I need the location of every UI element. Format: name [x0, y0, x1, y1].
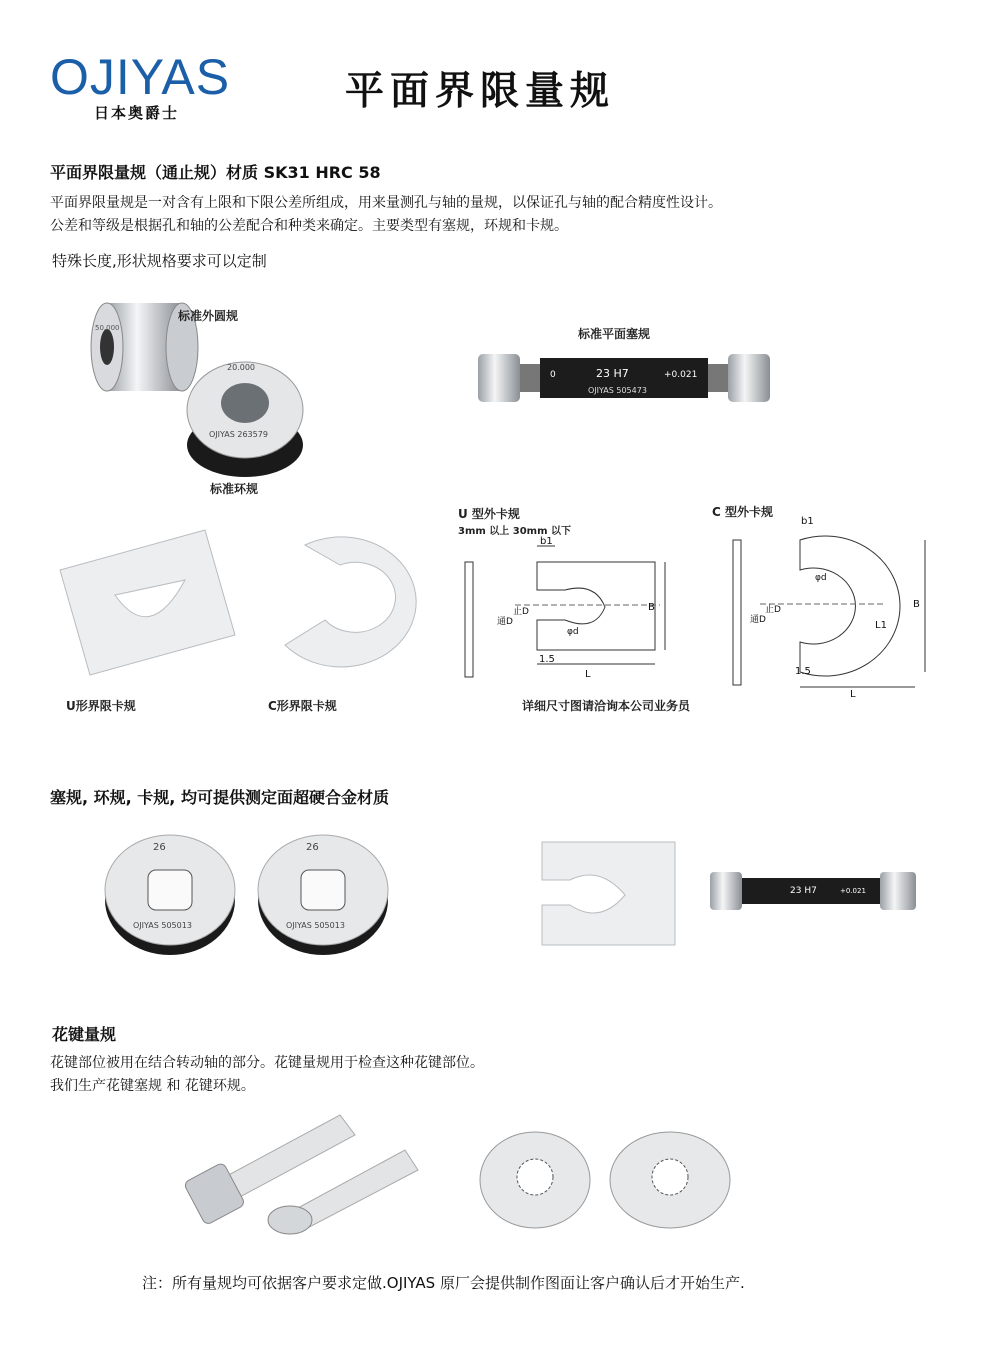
carbide-plug-nogo — [880, 872, 916, 910]
c-l-label: L — [850, 689, 856, 700]
section2-heading: 塞规, 环规, 卡规, 均可提供测定面超硬合金材质 — [50, 788, 389, 807]
spline-ring2-bore — [652, 1159, 688, 1195]
plug-collar-left — [520, 364, 540, 392]
plug-nogo-end — [728, 354, 770, 402]
ring-gauge-bore — [221, 383, 269, 423]
c-side-view — [733, 540, 741, 685]
c-drawing-title: C 型外卡规 — [712, 505, 773, 519]
carbide-ring2-serial: OJIYAS 505013 — [286, 921, 345, 930]
c-tong-label: 通D — [750, 615, 766, 625]
carbide-ring2-bore — [301, 870, 345, 910]
spline-plug-gauges-image — [190, 1105, 425, 1235]
c-zhi-label: 止D — [765, 605, 781, 615]
carbide-snap-gauge — [542, 842, 675, 945]
c-b-label: B — [913, 599, 920, 610]
c-gauge-plate — [285, 537, 416, 667]
ring-marking-top: 20.000 — [227, 363, 255, 372]
outer-ring-gauge-bore — [100, 329, 114, 365]
c-front-view — [800, 536, 900, 676]
c-b1-label: b1 — [801, 516, 814, 527]
logo-subtitle: 日本奥爵士 — [94, 104, 180, 122]
u-front-view — [537, 562, 655, 650]
u-15-label: 1.5 — [539, 654, 555, 665]
plug-right-mark: +0.021 — [664, 370, 698, 380]
carbide-ring1-serial: OJIYAS 505013 — [133, 921, 192, 930]
u-side-view — [465, 562, 473, 677]
u-b-label: B — [648, 602, 655, 613]
page-title: 平面界限量规 — [345, 69, 616, 114]
u-l-label: L — [585, 669, 591, 680]
section1-paragraph-1: 平面界限量规是一对含有上限和下限公差所组成，用来量测孔与轴的量规，以保证孔与轴的配合精度性设计。 — [50, 195, 722, 211]
u-gauge-label: U形界限卡规 — [66, 699, 136, 713]
section3-paragraph-1: 花键部位被用在结合转动轴的部分。花键量规用于检查这种花键部位。 — [50, 1055, 484, 1071]
carbide-snap-and-plug-image — [540, 840, 920, 948]
plug-left-mark: 0 — [550, 370, 556, 380]
section3-heading: 花键量规 — [52, 1025, 117, 1044]
u-phi-label: φd — [567, 627, 579, 637]
carbide-ring2-top: 26 — [306, 842, 319, 853]
c-gauge-label: C形界限卡规 — [268, 699, 337, 713]
section1-paragraph-2: 公差和等级是根据孔和轴的公差配合和种类来确定。主要类型有塞规，环规和卡规。 — [50, 218, 568, 234]
brand-logo — [50, 49, 231, 123]
section1-note: 特殊长度,形状规格要求可以定制 — [52, 252, 267, 270]
plug-gauge-image — [478, 348, 770, 408]
carbide-ring1-bore — [148, 870, 192, 910]
u-b1-label: b1 — [540, 536, 553, 547]
carbide-plug-go — [710, 872, 742, 910]
snap-gauges-image — [55, 525, 400, 685]
plug-collar-right — [708, 364, 728, 392]
c-l1-label: L1 — [875, 620, 887, 631]
u-drawing-subtitle: 3mm 以上 30mm 以下 — [458, 526, 571, 537]
plug-gauge-label: 标准平面塞规 — [578, 327, 651, 341]
c-phi-label: φd — [815, 573, 827, 583]
ring-marking-bottom: OJIYAS 263579 — [209, 430, 268, 439]
footer-note: 注：所有量规均可依据客户要求定做.OJIYAS 原厂会提供制作图面让客户确认后才开始生产. — [142, 1274, 745, 1292]
plug-center-mark: 23 H7 — [596, 367, 629, 380]
spline-ring-gauges-image — [480, 1125, 745, 1230]
section1-heading: 平面界限量规（通止规）材质 SK31 HRC 58 — [50, 163, 381, 182]
outer-ring-label: 标准外圆规 — [178, 309, 239, 323]
carbide-ring-gauges-image — [100, 825, 395, 960]
spline-plug2-end — [268, 1206, 312, 1234]
u-zhi-label: 止D — [513, 607, 529, 617]
spline-ring1-bore — [517, 1159, 553, 1195]
plug-serial: OJIYAS 505473 — [588, 386, 647, 395]
u-tong-label: 通D — [497, 617, 513, 627]
c-15-label: 1.5 — [795, 666, 811, 677]
plug-go-end — [478, 354, 520, 402]
cyl-marking: 50.000 — [95, 324, 120, 332]
drawing-footer: 详细尺寸图请洽询本公司业务员 — [522, 699, 691, 713]
ring-gauge-label: 标准环规 — [210, 482, 259, 496]
carbide-plug-right: +0.021 — [840, 887, 866, 895]
u-drawing-title: U 型外卡规 — [458, 507, 520, 521]
carbide-plug-center: 23 H7 — [790, 886, 817, 896]
logo-text: OJIYAS — [50, 49, 231, 105]
section3-paragraph-2: 我们生产花键塞规 和 花键环规。 — [50, 1078, 255, 1094]
carbide-ring1-top: 26 — [153, 842, 166, 853]
